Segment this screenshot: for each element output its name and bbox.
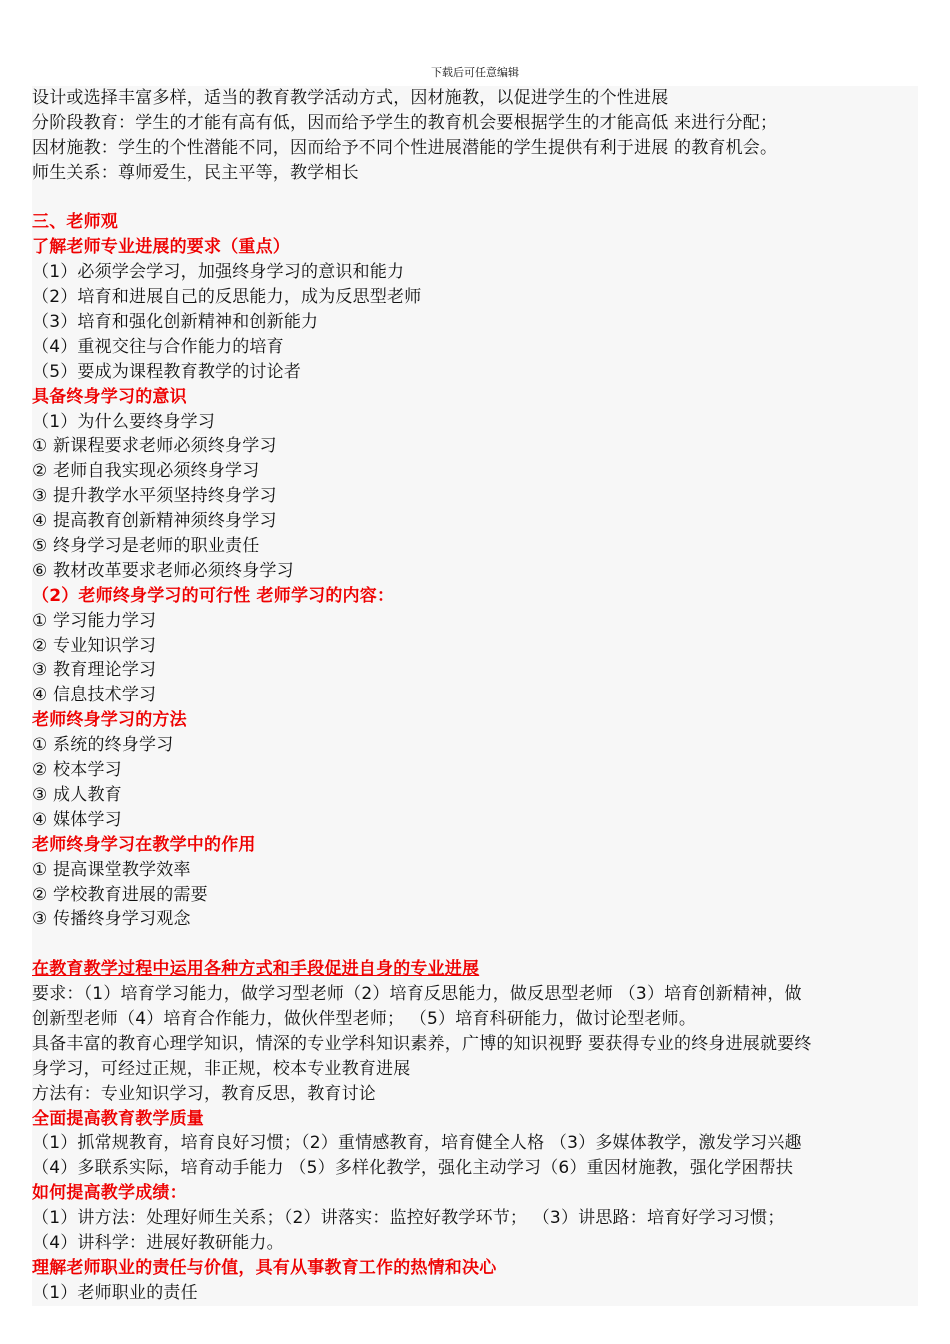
paragraph-line: 身学习，可经过正规，非正规，校本专业教育进展 [32, 1058, 411, 1079]
list-item: （1）为什么要终身学习 [32, 411, 216, 432]
text-line: 分阶段教育：学生的才能有高有低，因而给予学生的教育机会要根据学生的才能高低 来进行分配； [32, 112, 778, 133]
list-item: ③ 教育理论学习 [32, 660, 157, 681]
list-item: ① 提高课堂教学效率 [32, 859, 191, 880]
list-item: （2）培育和进展自己的反思能力，成为反思型老师 [32, 287, 422, 308]
blank-line [32, 186, 918, 211]
list-item: ④ 信息技术学习 [32, 685, 157, 706]
list-item: ② 学校教育进展的需要 [32, 884, 208, 905]
subheading: 了解老师专业进展的要求（重点） [32, 237, 290, 258]
list-item: （1）必须学会学习，加强终身学习的意识和能力 [32, 262, 405, 283]
list-item: ④ 提高教育创新精神须终身学习 [32, 511, 277, 532]
list-item: ① 新课程要求老师必须终身学习 [32, 436, 277, 457]
paragraph-line: 方法有：专业知识学习，教育反思，教育讨论 [32, 1083, 376, 1104]
list-item: ② 老师自我实现必须终身学习 [32, 461, 260, 482]
list-item: ⑤ 终身学习是老师的职业责任 [32, 536, 260, 557]
paragraph-line: （1）抓常规教育，培育良好习惯；（2）重情感教育，培育健全人格 （3）多媒体教学，激发学习兴趣 [32, 1133, 802, 1154]
paragraph-line: 要求：（1）培育学习能力，做学习型老师（2）培育反思能力，做反思型老师 （3）培育创新精神，做 [32, 984, 802, 1005]
subheading: 老师终身学习的方法 [32, 710, 187, 731]
section-heading: 三、老师观 [32, 212, 118, 233]
paragraph-line: （1）讲方法：处理好师生关系；（2）讲落实：监控好教学环节； （3）讲思路：培育好学习习惯； [32, 1208, 785, 1229]
list-item: （5）要成为课程教育教学的讨论者 [32, 361, 302, 382]
list-item: ③ 传播终身学习观念 [32, 909, 191, 930]
list-item: ③ 成人教育 [32, 784, 122, 805]
list-item: （4）重视交往与合作能力的培育 [32, 336, 284, 357]
paragraph-line: 具备丰富的教育心理学知识，情深的专业学科知识素养，广博的知识视野 要获得专业的终身进展就要终 [32, 1033, 812, 1054]
list-item: ③ 提升教学水平须坚持终身学习 [32, 486, 277, 507]
subheading: 在教育教学过程中运用各种方式和手段促进自身的专业进展 [32, 959, 480, 980]
paragraph-line: 创新型老师（4）培育合作能力，做伙伴型老师； （5）培育科研能力，做讨论型老师。 [32, 1008, 697, 1029]
subheading: 理解老师职业的责任与价值，具有从事教育工作的热情和决心 [32, 1257, 497, 1278]
list-item: （3）培育和强化创新精神和创新能力 [32, 312, 319, 333]
list-item: ④ 媒体学习 [32, 809, 122, 830]
list-item: ⑥ 教材改革要求老师必须终身学习 [32, 560, 294, 581]
subheading: （2）老师终身学习的可行性 老师学习的内容： [32, 585, 395, 606]
subheading: 具备终身学习的意识 [32, 386, 187, 407]
text-line: 设计或选择丰富多样，适当的教育教学活动方式，因材施教，以促进学生的个性进展 [32, 88, 669, 108]
list-item: ① 学习能力学习 [32, 610, 157, 631]
subheading: 全面提高教育教学质量 [32, 1108, 204, 1129]
list-item: ② 校本学习 [32, 760, 122, 781]
paragraph-line: （4）多联系实际，培育动手能力 （5）多样化教学，强化主动学习（6）重因材施教，强化学困帮扶 [32, 1158, 794, 1179]
page-header-note: 下载后可任意编辑 [431, 66, 519, 79]
document-body [32, 86, 918, 1306]
list-item: （1）老师职业的责任 [32, 1282, 198, 1303]
subheading: 如何提高教学成绩： [32, 1183, 187, 1204]
text-line: 师生关系：尊师爱生，民主平等，教学相长 [32, 162, 359, 183]
list-item: ② 专业知识学习 [32, 635, 157, 656]
list-item: ① 系统的终身学习 [32, 735, 174, 756]
text-line: 因材施教：学生的个性潜能不同，因而给予不同个性进展潜能的学生提供有利于进展 的教育机会。 [32, 137, 778, 158]
paragraph-line: （4）讲科学：进展好教研能力。 [32, 1232, 284, 1253]
blank-line [32, 932, 918, 957]
subheading: 老师终身学习在教学中的作用 [32, 834, 256, 855]
